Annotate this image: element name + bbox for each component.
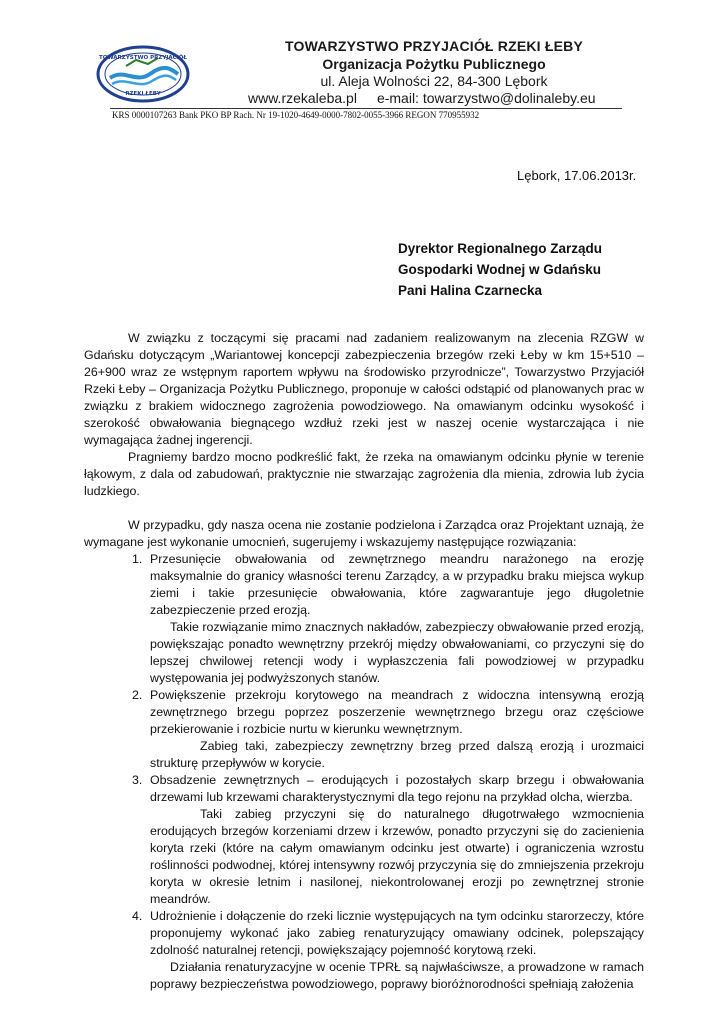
recipient-line-2: Gospodarki Wodnej w Gdańsku: [398, 262, 602, 277]
list-number: 1.: [132, 552, 143, 566]
list-item-text: Udrożnienie i dołączenie do rzeki licznie występujących na tym odcinku starorzeczy, które proponujemy wykonać jako zabieg renaturyzujący omawiany odcinek, polepszający zdolność naturalnej retencji, powiększający pojemność korytową rzeki.: [150, 909, 644, 957]
organization-logo: [96, 44, 190, 104]
list-item-text: Powiększenie przekroju korytowego na meandrach z widoczna intensywną erozją zewnętrznego brzegu poprzez poszerzenie wewnętrznego brzegu oraz częściowe przekierowanie i rozbicie nurtu w kierunku wewnętrznym.: [150, 688, 644, 736]
list-item: [84, 908, 644, 959]
list-number: 3.: [132, 773, 143, 787]
paragraph-1: W związku z toczącymi się pracami nad zadaniem realizowanym na zlecenia RZGW w Gdańsku dotyczącym „Wariantowej koncepcji zabezpieczenia brzegów rzeki Łeby w km 15+510 – 26+900 wraz ze wstępnym raportem wpływu na środowisko przyrodnicze”, Towarzystwo Przyjaciół Rzeki Łeby – Organizacja Pożytku Publicznego, proponuje w całości odstąpić od planowanych prac w związku z brakiem widocznego zagrożenia powodziowego. Na omawianym odcinku wysokość i szerokość obwałowania biegnącego wzdłuż rzeki jest w naszej ocenie wystarczająca i nie wymagająca żadnej ingerencji.: [84, 331, 644, 447]
recipient-block: [398, 238, 602, 301]
paragraph-4: Działania renaturyzacyjne w ocenie TPRŁ są najwłaściwsze, a prowadzone w ramach poprawy bezpieczeństwa powodziowego, poprawy bioróżnorodności spełniają założenia: [150, 960, 644, 991]
paragraph-2: Pragniemy bardzo mocno podkreślić fakt, że rzeka na omawianym odcinku płynie w terenie łąkowym, z dala od zabudowań, praktycznie nie stwarzając zagrożenia dla mienia, zdrowia lub życia ludzkiego.: [84, 450, 644, 498]
list-number: 4.: [132, 909, 143, 923]
website-link[interactable]: www.rzekaleba.pl: [248, 90, 357, 106]
list-item-note: Taki zabieg przyczyni się do naturalnego długotrwałego wzmocnienia erodujących brzegów korzeniami drzew i krzewów, ponadto przyczyni się do zacienienia koryta rzeki (które na całym omawianym odcinku jest otwarte) i ograniczenia wzrostu roślinności podwodnej, której intensywny rozwój przyczynia się do zmniejszenia przekroju koryta w okresie letnim i nasilonej, niekontrolowanej erozji po zewnętrznej stronie meandrów.: [150, 807, 644, 906]
list-item: [84, 551, 644, 687]
letter-body: [84, 330, 644, 993]
org-name: TOWARZYSTWO PRZYJACIÓŁ RZEKI ŁEBY: [284, 38, 584, 54]
proposal-list: [84, 551, 644, 959]
registry-line: KRS 0000107263 Bank PKO BP Rach. Nr 19-1020-4649-0000-7802-0055-3966 REGON 770955932: [112, 110, 480, 120]
list-item-note: Takie rozwiązanie mimo znacznych nakładów, zabezpieczy obwałowanie przed erozją, powiększając ponadto wewnętrzny przekrój między obwałowaniami, co przyczyni się do lepszej chwilowej retencji wody i wypłaszczenia fali powodziowej w przypadku występowania jej podwyższonych stanów.: [150, 620, 644, 685]
logo-text-top: TOWARZYSTWO PRZYJACIÓŁ: [99, 55, 187, 61]
list-number: 2.: [132, 688, 143, 702]
recipient-line-3: Pani Halina Czarnecka: [398, 283, 543, 298]
list-item: [84, 687, 644, 772]
header-divider: [110, 108, 622, 109]
logo-text-bottom: RZEKI ŁEBY: [125, 91, 161, 97]
list-item-text: Obsadzenie zewnętrznych – erodujących i pozostałych skarp brzegu i obwałowania drzewami lub krzewami charakterystycznymi dla tego rejonu na przykład olcha, wierzba.: [150, 773, 644, 804]
email-link[interactable]: e-mail: towarzystwo@dolinaleby.eu: [376, 90, 596, 106]
paragraph-3: W przypadku, gdy nasza ocena nie zostanie podzielona i Zarządca oraz Projektant uznają, że wymagane jest wykonanie umocnień, sugerujemy i wskazujemy następujące rozwiązania:: [84, 518, 644, 549]
org-type: Organizacja Pożytku Publicznego: [322, 56, 546, 72]
letter-date: Lębork, 17.06.2013r.: [517, 168, 637, 183]
org-address: ul. Aleja Wolności 22, 84-300 Lębork: [320, 73, 548, 89]
list-item-text: Przesunięcie obwałowania od zewnętrznego meandru narażonego na erozję maksymalnie do granicy własności terenu Zarządcy, a w przypadku braku miejsca wykup ziemi i takie przesunięcie obwałowania, które zagwarantuje jego długoletnie zabezpieczenie przed erozją.: [150, 552, 644, 617]
recipient-line-1: Dyrektor Regionalnego Zarządu: [398, 241, 603, 256]
list-item-note: Zabieg taki, zabezpieczy zewnętrzny brzeg przed dalszą erozją i urozmaici strukturę przepływów w korycie.: [150, 739, 644, 770]
contact-line: [248, 90, 596, 106]
list-item: [84, 772, 644, 908]
